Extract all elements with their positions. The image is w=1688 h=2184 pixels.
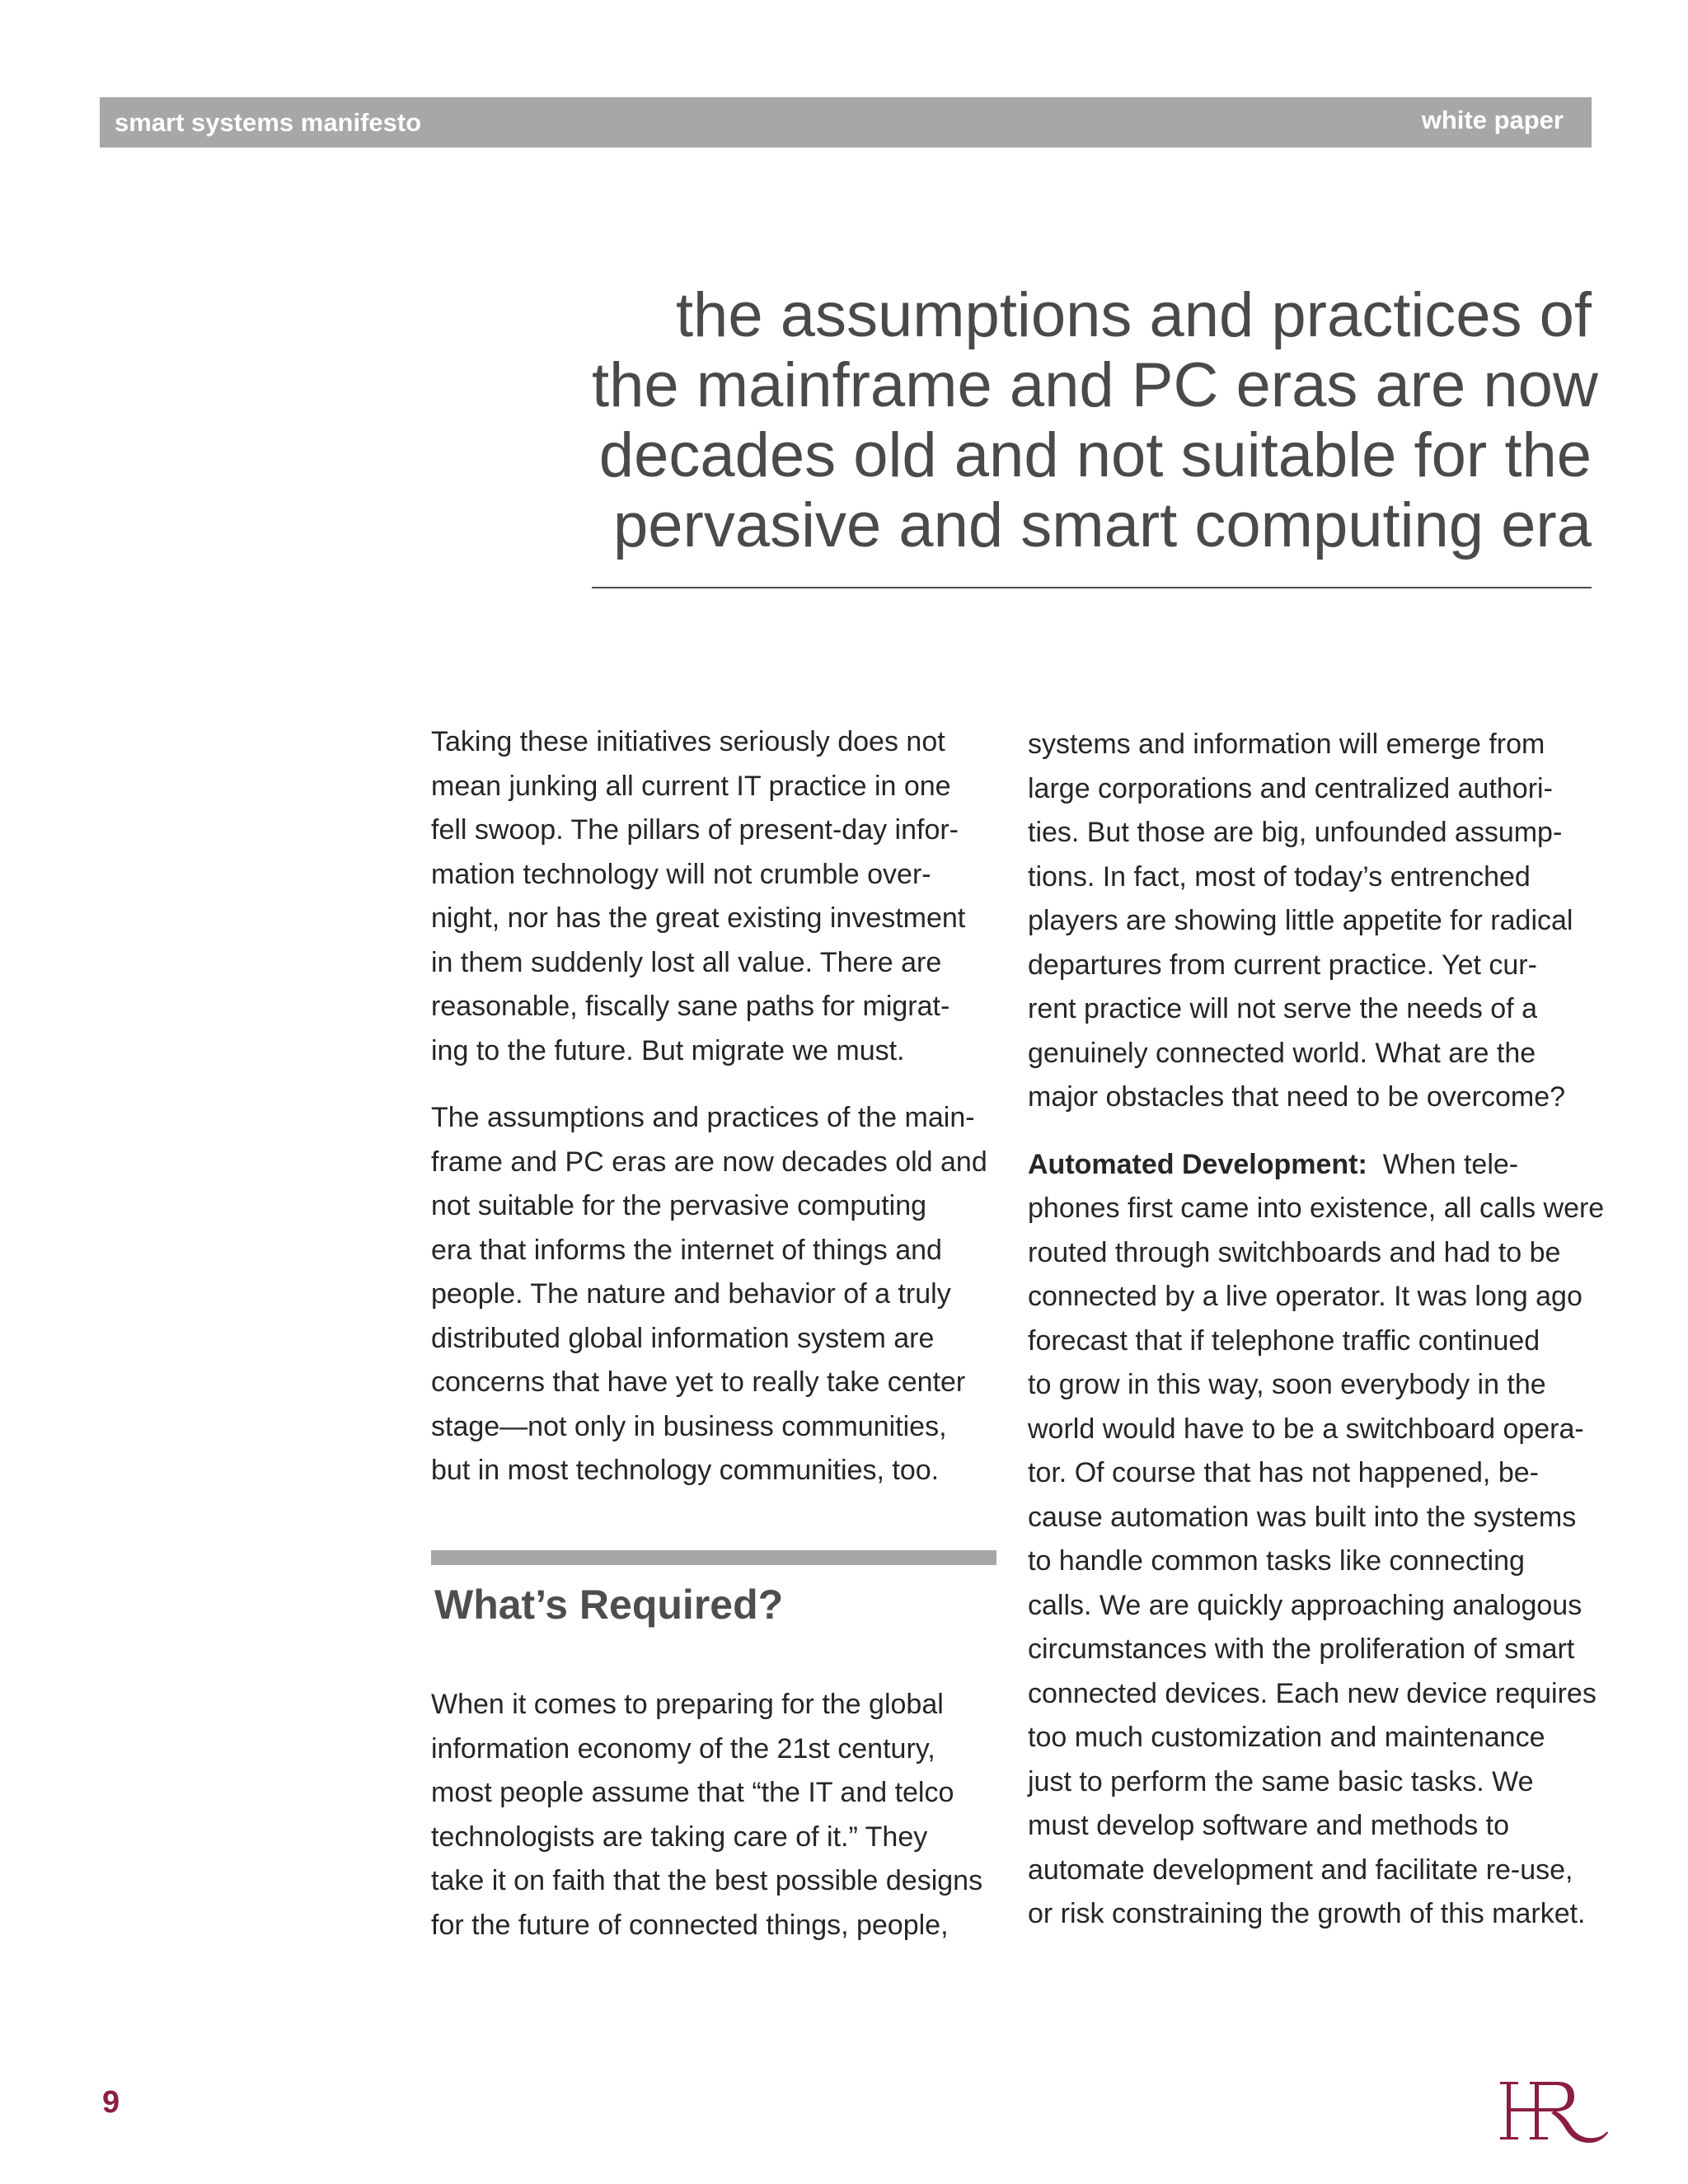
page-number: 9 [102,2085,120,2120]
section-divider-bar [431,1550,996,1565]
header-bar [100,97,1592,148]
text-line: ties. But those are big, unfounded assump- [1028,817,1563,848]
text-line: tions. In fact, most of today’s entrenched [1028,860,1531,893]
text-line: ing to the future. But migrate we must. [431,1034,905,1066]
text-line: routed through switchboards and had to be [1028,1236,1561,1268]
text-line: When it comes to preparing for the global [431,1689,944,1720]
text-line: in them suddenly lost all value. There are [431,946,942,978]
text-line: departures from current practice. Yet cur- [1028,949,1537,981]
text-line: reasonable, fiscally sane paths for migrat- [431,991,950,1022]
pull-quote-line: the mainframe and PC eras are now [592,350,1598,420]
text-line: cause automation was built into the systems [1028,1501,1577,1533]
pull-quote-line: the assumptions and practices of [675,280,1592,350]
header-doc-type: white paper [1421,105,1564,134]
pull-quote-line: pervasive and smart computing era [612,490,1592,560]
text-line: but in most technology communities, too. [431,1455,940,1486]
text-line: concerns that have yet to really take center [431,1366,966,1398]
text-line: most people assume that “the IT and telco [431,1777,954,1808]
text-line: technologists are taking care of it.” They [431,1821,928,1853]
text-line: just to perform the same basic tasks. We [1028,1765,1534,1797]
text-line: fell swoop. The pillars of present-day infor- [431,814,959,846]
run-in-heading: Automated Development: [1028,1148,1367,1180]
text-line: forecast that if telephone traffic continued [1028,1324,1540,1357]
text-line: to handle common tasks like connecting [1028,1545,1525,1577]
text-line: Taking these initiatives seriously does not [431,726,945,757]
text-line: major obstacles that need to be overcome? [1028,1081,1566,1113]
section-heading: What’s Required? [434,1582,784,1628]
text-line: must develop software and methods to [1028,1810,1509,1841]
section-column [431,1683,1008,1947]
text-line: rent practice will not serve the needs of a [1028,993,1537,1024]
text-line: world would have to be a switchboard opera- [1028,1413,1584,1445]
left-column [431,720,1008,1493]
text-line: frame and PC eras are now decades old and [431,1146,987,1178]
paragraph [1028,723,1605,1120]
paragraph [431,1096,1008,1493]
text-line: people. The nature and behavior of a truly [431,1278,951,1310]
hr-logo-icon [1493,2079,1609,2144]
text-line: tor. Of course that has not happened, be- [1028,1457,1539,1488]
text-line: genuinely connected world. What are the [1028,1037,1536,1069]
text-line: mean junking all current IT practice in one [431,770,951,802]
text-line: to grow in this way, soon everybody in the [1028,1369,1546,1400]
text-line: connected by a live operator. It was long ago [1028,1281,1582,1312]
text-line: night, nor has the great existing investment [431,902,966,934]
pull-quote [592,280,1598,560]
paragraph [431,1683,1008,1947]
pull-quote-rule [592,587,1592,588]
text-line [1028,1143,1605,1188]
header-title: smart systems manifesto [115,108,422,137]
text-line: phones first came into existence, all calls were [1028,1193,1605,1224]
text-line: players are showing little appetite for radical [1028,905,1573,936]
text-line: era that informs the internet of things and [431,1234,942,1266]
text-line: The assumptions and practices of the main- [431,1102,975,1133]
text-line: automate development and facilitate re-use, [1028,1854,1573,1886]
text-line: systems and information will emerge from [1028,729,1545,760]
text-line: distributed global information system are [431,1322,935,1354]
text-line: information economy of the 21st century, [431,1732,935,1765]
text-line: stage—not only in business communities, [431,1410,947,1442]
text-line: take it on faith that the best possible designs [431,1865,983,1896]
text-line: mation technology will not crumble over- [431,858,931,890]
paragraph [1028,1143,1605,1937]
text-line: large corporations and centralized authori- [1028,772,1553,804]
paragraph [431,720,1008,1073]
text-line: for the future of connected things, people, [431,1909,949,1941]
text-line: circumstances with the proliferation of smart [1028,1633,1575,1665]
text-line: connected devices. Each new device requires [1028,1677,1597,1709]
text-line: not suitable for the pervasive computing [431,1190,927,1221]
right-column [1028,723,1605,1937]
pull-quote-line: decades old and not suitable for the [598,420,1592,490]
text-run: When tele- [1367,1148,1519,1180]
text-line: or risk constraining the growth of this market. [1028,1898,1586,1929]
text-line: calls. We are quickly approaching analogous [1028,1589,1582,1621]
text-line: too much customization and maintenance [1028,1722,1545,1753]
